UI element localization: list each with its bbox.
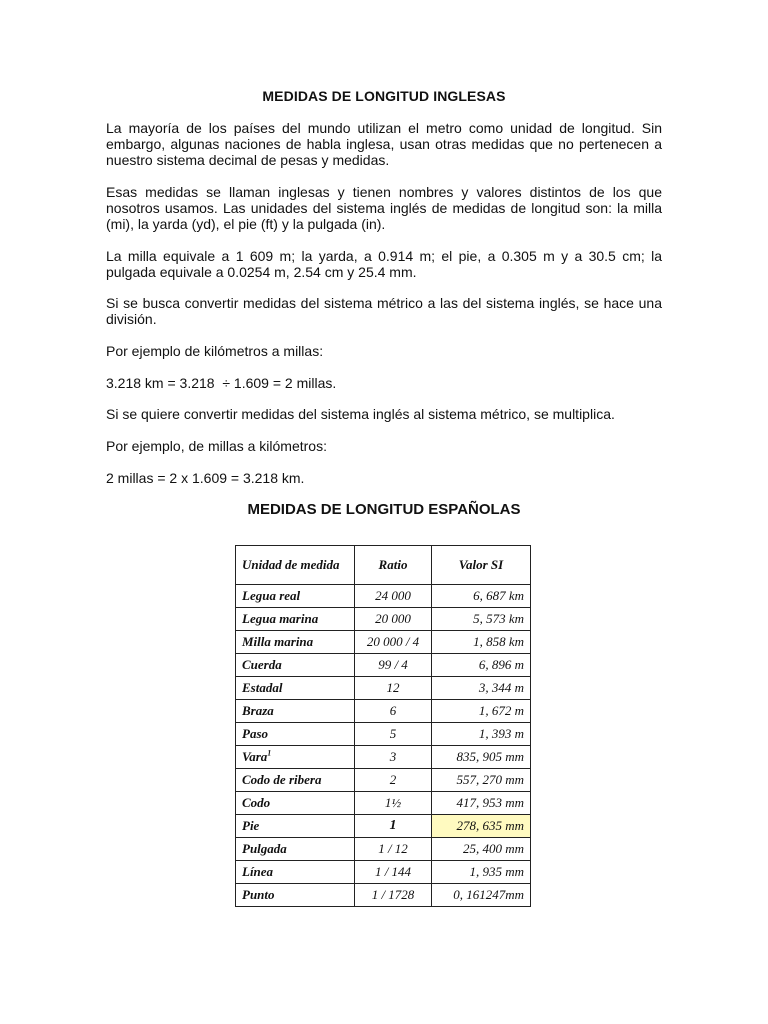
unit-value: 5, 573 km xyxy=(432,608,531,631)
unit-value: 1, 858 km xyxy=(432,631,531,654)
table-row xyxy=(236,700,531,723)
unit-ratio: 20 000 xyxy=(355,608,432,631)
paragraph-example-miles: Por ejemplo, de millas a kilómetros: xyxy=(106,438,327,454)
table-row xyxy=(236,792,531,815)
unit-ratio: 1 / 12 xyxy=(355,838,432,861)
table-row xyxy=(236,677,531,700)
unit-ratio: 1 / 1728 xyxy=(355,884,432,907)
unit-name: Estadal xyxy=(236,677,355,700)
table-row-highlighted xyxy=(236,815,531,838)
unit-name: Vara xyxy=(242,749,268,764)
unit-ratio: 99 / 4 xyxy=(355,654,432,677)
header-unidad: Unidad de medida xyxy=(236,546,355,585)
unit-name: Cuerda xyxy=(236,654,355,677)
unit-name: Legua real xyxy=(236,585,355,608)
table-row xyxy=(236,608,531,631)
units-table xyxy=(235,545,531,907)
unit-value: 3, 344 m xyxy=(432,677,531,700)
unit-ratio: 12 xyxy=(355,677,432,700)
unit-name: Paso xyxy=(236,723,355,746)
table-row xyxy=(236,631,531,654)
table-row xyxy=(236,746,531,769)
unit-ratio: 3 xyxy=(355,746,432,769)
paragraph-english-to-metric: Si se quiere convertir medidas del sistema inglés al sistema métrico, se multiplica. xyxy=(106,406,615,422)
unit-value: 6, 687 km xyxy=(432,585,531,608)
unit-value: 835, 905 mm xyxy=(432,746,531,769)
paragraph-metric-to-english: Si se busca convertir medidas del sistema métrico a las del sistema inglés, se hace una división. xyxy=(106,295,662,327)
unit-ratio: 1½ xyxy=(355,792,432,815)
section-title-spanish: MEDIDAS DE LONGITUD ESPAÑOLAS xyxy=(247,501,521,518)
unit-name: Legua marina xyxy=(236,608,355,631)
unit-ratio: 1 / 144 xyxy=(355,861,432,884)
unit-name: Pie xyxy=(236,815,355,838)
unit-name: Línea xyxy=(236,861,355,884)
unit-value: 6, 896 m xyxy=(432,654,531,677)
formula-miles-to-km: 2 millas = 2 x 1.609 = 3.218 km. xyxy=(106,470,305,486)
unit-name: Pulgada xyxy=(236,838,355,861)
page-title: MEDIDAS DE LONGITUD INGLESAS xyxy=(262,88,506,104)
formula-km-to-miles: 3.218 km = 3.218 ÷ 1.609 = 2 millas. xyxy=(106,375,337,391)
unit-name-vara xyxy=(236,746,355,769)
unit-value: 25, 400 mm xyxy=(432,838,531,861)
table-row xyxy=(236,585,531,608)
unit-value: 1, 672 m xyxy=(432,700,531,723)
header-ratio: Ratio xyxy=(355,546,432,585)
paragraph-example-km: Por ejemplo de kilómetros a millas: xyxy=(106,343,324,359)
table-row xyxy=(236,723,531,746)
unit-ratio: 5 xyxy=(355,723,432,746)
paragraph-intro: La mayoría de los países del mundo utilizan el metro como unidad de longitud. Sin embargo, algunas naciones de habla inglesa, usan otras medidas que no pertenecen a nuestro sistema decimal de pesas y medidas. xyxy=(106,120,662,168)
footnote-marker: 1 xyxy=(267,748,272,758)
table-row xyxy=(236,769,531,792)
unit-value: 417, 953 mm xyxy=(432,792,531,815)
unit-name: Codo de ribera xyxy=(236,769,355,792)
unit-value: 0, 161247mm xyxy=(432,884,531,907)
unit-value: 557, 270 mm xyxy=(432,769,531,792)
table-row xyxy=(236,861,531,884)
unit-ratio: 1 xyxy=(355,815,432,838)
unit-value: 1, 935 mm xyxy=(432,861,531,884)
unit-name: Punto xyxy=(236,884,355,907)
unit-name: Milla marina xyxy=(236,631,355,654)
unit-ratio: 6 xyxy=(355,700,432,723)
unit-name: Braza xyxy=(236,700,355,723)
table-row xyxy=(236,654,531,677)
unit-value-highlighted: 278, 635 mm xyxy=(432,815,531,838)
unit-ratio: 20 000 / 4 xyxy=(355,631,432,654)
unit-name: Codo xyxy=(236,792,355,815)
header-valor-si: Valor SI xyxy=(432,546,531,585)
table-header-row xyxy=(236,546,531,585)
unit-ratio: 2 xyxy=(355,769,432,792)
paragraph-equivalences: La milla equivale a 1 609 m; la yarda, a 0.914 m; el pie, a 0.305 m y a 30.5 cm; la pulgada equivale a 0.0254 m, 2.54 cm y 25.4 mm. xyxy=(106,248,662,280)
unit-value: 1, 393 m xyxy=(432,723,531,746)
unit-ratio: 24 000 xyxy=(355,585,432,608)
table-row xyxy=(236,884,531,907)
table-row xyxy=(236,838,531,861)
paragraph-units: Esas medidas se llaman inglesas y tienen nombres y valores distintos de los que nosotros usamos. Las unidades del sistema inglés de medidas de longitud son: la milla (mi), la yarda (yd), el pie (ft) y la pulgada (in). xyxy=(106,184,662,232)
